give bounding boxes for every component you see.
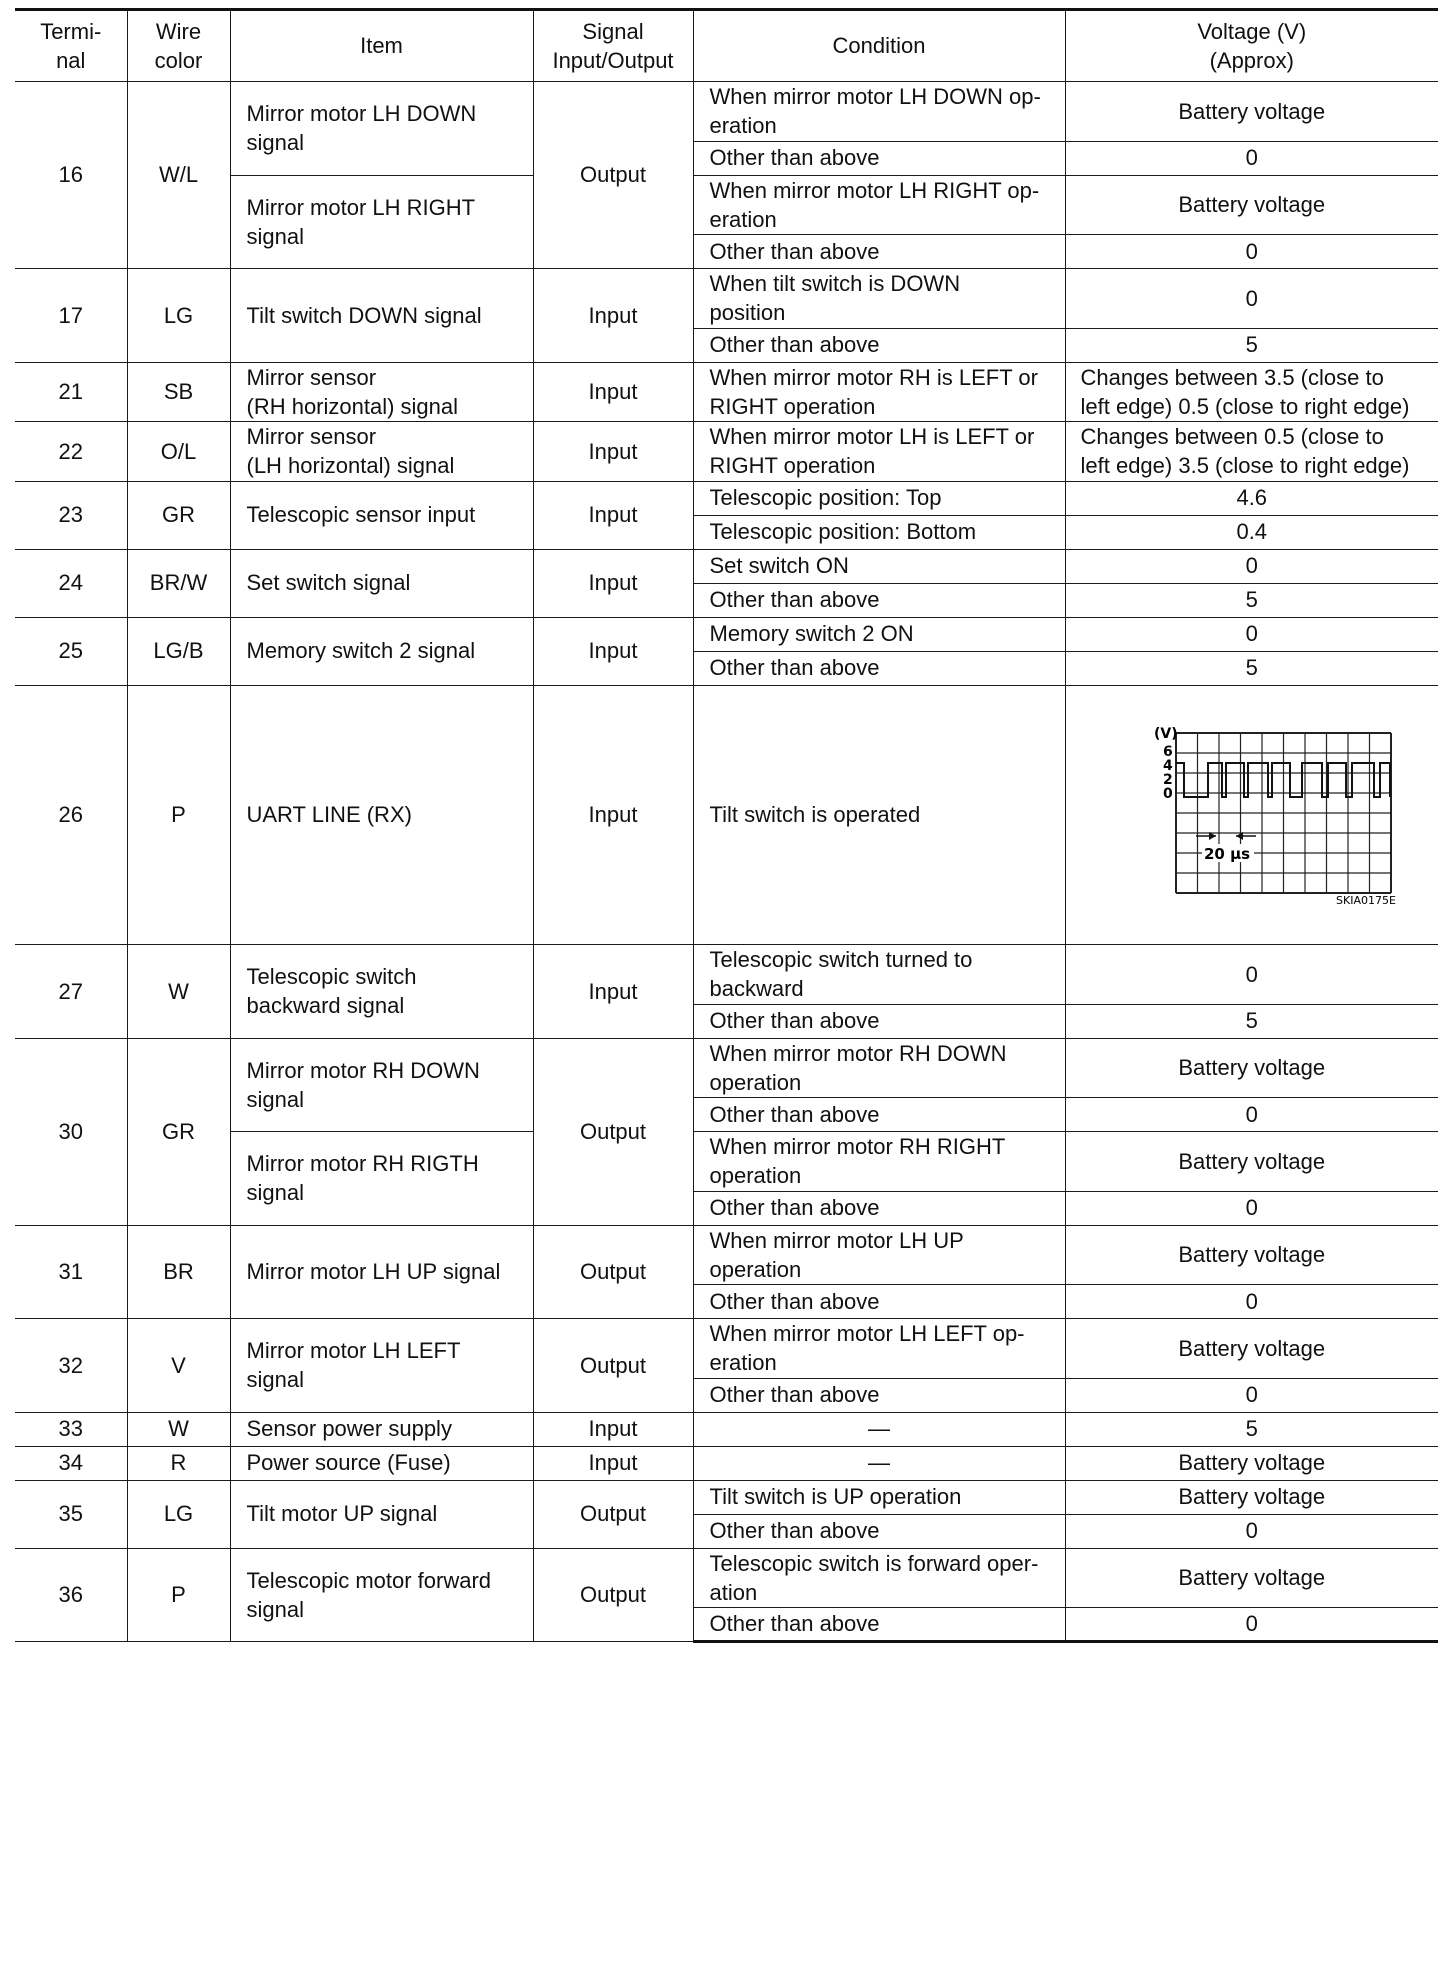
condition-cell: Other than above — [693, 1608, 1065, 1642]
item-cell: Telescopic sensor input — [230, 481, 533, 549]
signal-cell: Input — [533, 685, 693, 945]
table-row — [15, 1548, 1438, 1608]
item-cell: Mirror motor LH LEFT signal — [230, 1319, 533, 1413]
table-row — [15, 617, 1438, 651]
signal-cell: Input — [533, 1446, 693, 1480]
signal-cell: Output — [533, 1225, 693, 1319]
voltage-cell: 4.6 — [1065, 481, 1438, 515]
condition-cell: — — [693, 1446, 1065, 1480]
wire-color-cell: W — [127, 945, 230, 1039]
condition-cell: Other than above — [693, 1285, 1065, 1319]
item-cell: Tilt motor UP signal — [230, 1480, 533, 1548]
table-row — [15, 1446, 1438, 1480]
wire-color-cell: BR — [127, 1225, 230, 1319]
header-wire-color: Wire color — [127, 10, 230, 82]
signal-cell: Input — [533, 269, 693, 363]
voltage-cell: 0 — [1065, 945, 1438, 1005]
table-row — [15, 1038, 1438, 1098]
condition-cell: Tilt switch is UP operation — [693, 1480, 1065, 1514]
signal-cell: Input — [533, 362, 693, 422]
item-cell: Memory switch 2 signal — [230, 617, 533, 685]
waveform-grid — [1176, 733, 1391, 893]
condition-cell: Other than above — [693, 1378, 1065, 1412]
terminal-cell: 35 — [15, 1480, 127, 1548]
table-row — [15, 945, 1438, 1005]
table-row — [15, 1319, 1438, 1379]
table-row — [15, 82, 1438, 142]
signal-cell: Output — [533, 1480, 693, 1548]
wire-color-cell: BR/W — [127, 549, 230, 617]
condition-cell: When tilt switch is DOWN position — [693, 269, 1065, 329]
signal-cell: Input — [533, 481, 693, 549]
condition-cell: Telescopic position: Bottom — [693, 515, 1065, 549]
time-division-label: 20 µs — [1204, 844, 1251, 863]
terminal-cell: 17 — [15, 269, 127, 363]
voltage-cell: 5 — [1065, 1004, 1438, 1038]
condition-cell: Other than above — [693, 1514, 1065, 1548]
condition-cell: Other than above — [693, 1098, 1065, 1132]
voltage-cell: Battery voltage — [1065, 1319, 1438, 1379]
condition-cell: Tilt switch is operated — [693, 685, 1065, 945]
terminal-cell: 31 — [15, 1225, 127, 1319]
table-row — [15, 1412, 1438, 1446]
condition-cell: Other than above — [693, 235, 1065, 269]
table-row — [15, 362, 1438, 422]
voltage-cell: Battery voltage — [1065, 1038, 1438, 1098]
waveform-tick-4: 4 — [1163, 757, 1173, 774]
item-cell: Set switch signal — [230, 549, 533, 617]
condition-cell: Other than above — [693, 141, 1065, 175]
condition-cell: When mirror motor LH DOWN op- eration — [693, 82, 1065, 142]
terminal-cell: 24 — [15, 549, 127, 617]
terminal-cell: 23 — [15, 481, 127, 549]
waveform-tick-6: 6 — [1163, 743, 1173, 760]
header-item: Item — [230, 10, 533, 82]
wire-color-cell: GR — [127, 481, 230, 549]
header-signal: Signal Input/Output — [533, 10, 693, 82]
condition-cell: When mirror motor LH UP operation — [693, 1225, 1065, 1285]
voltage-cell: Battery voltage — [1065, 1446, 1438, 1480]
item-cell: Mirror motor LH DOWN signal — [230, 82, 533, 176]
item-cell: Sensor power supply — [230, 1412, 533, 1446]
item-cell: Mirror motor RH DOWN signal — [230, 1038, 533, 1132]
signal-cell: Output — [533, 1319, 693, 1413]
condition-cell: Other than above — [693, 1191, 1065, 1225]
wire-color-cell: LG — [127, 1480, 230, 1548]
voltage-cell: 0 — [1065, 1191, 1438, 1225]
voltage-cell: 0 — [1065, 617, 1438, 651]
condition-cell: When mirror motor RH is LEFT or RIGHT operation — [693, 362, 1065, 422]
terminal-table — [15, 8, 1438, 1643]
condition-cell: When mirror motor LH RIGHT op- eration — [693, 175, 1065, 235]
voltage-cell: 0.4 — [1065, 515, 1438, 549]
terminal-cell: 26 — [15, 685, 127, 945]
item-cell: Tilt switch DOWN signal — [230, 269, 533, 363]
condition-cell: Telescopic switch is forward oper- ation — [693, 1548, 1065, 1608]
condition-cell: Other than above — [693, 328, 1065, 362]
voltage-cell: 0 — [1065, 141, 1438, 175]
condition-cell: Telescopic position: Top — [693, 481, 1065, 515]
condition-cell: When mirror motor LH LEFT op- eration — [693, 1319, 1065, 1379]
voltage-cell: 5 — [1065, 1412, 1438, 1446]
signal-cell: Input — [533, 549, 693, 617]
wire-color-cell: W/L — [127, 82, 230, 269]
item-cell: Mirror motor LH RIGHT signal — [230, 175, 533, 269]
condition-cell: When mirror motor LH is LEFT or RIGHT operation — [693, 422, 1065, 482]
condition-cell: Other than above — [693, 651, 1065, 685]
condition-cell: Memory switch 2 ON — [693, 617, 1065, 651]
terminal-cell: 32 — [15, 1319, 127, 1413]
voltage-cell: 5 — [1065, 583, 1438, 617]
voltage-cell: Battery voltage — [1065, 82, 1438, 142]
header-row — [15, 10, 1438, 82]
signal-cell: Input — [533, 945, 693, 1039]
condition-cell: When mirror motor RH RIGHT operation — [693, 1132, 1065, 1192]
table-row — [15, 269, 1438, 329]
item-cell: Mirror motor RH RIGTH signal — [230, 1132, 533, 1226]
condition-cell: — — [693, 1412, 1065, 1446]
wire-color-cell: R — [127, 1446, 230, 1480]
header-terminal: Termi- nal — [15, 10, 127, 82]
condition-cell: Other than above — [693, 1004, 1065, 1038]
item-cell: Telescopic switch backward signal — [230, 945, 533, 1039]
uart-waveform-figure — [1138, 715, 1438, 915]
table-row — [15, 549, 1438, 583]
voltage-cell: 5 — [1065, 651, 1438, 685]
voltage-cell: 0 — [1065, 1608, 1438, 1642]
signal-cell: Input — [533, 1412, 693, 1446]
figure-code-label: SKIA0175E — [1336, 893, 1396, 907]
condition-cell: Set switch ON — [693, 549, 1065, 583]
condition-cell: Telescopic switch turned to backward — [693, 945, 1065, 1005]
table-row — [15, 1225, 1438, 1285]
signal-cell: Output — [533, 1038, 693, 1225]
wire-color-cell: O/L — [127, 422, 230, 482]
waveform-unit-label: (V) — [1154, 725, 1178, 742]
wire-color-cell: LG/B — [127, 617, 230, 685]
terminal-cell: 30 — [15, 1038, 127, 1225]
voltage-cell: 0 — [1065, 1098, 1438, 1132]
wire-color-cell: LG — [127, 269, 230, 363]
terminal-cell: 36 — [15, 1548, 127, 1642]
voltage-cell: Changes between 3.5 (close to left edge) 0.5 (close to right edge) — [1065, 362, 1438, 422]
voltage-cell: Changes between 0.5 (close to left edge) 3.5 (close to right edge) — [1065, 422, 1438, 482]
signal-cell: Input — [533, 617, 693, 685]
item-cell: Telescopic motor forward signal — [230, 1548, 533, 1642]
terminal-cell: 16 — [15, 82, 127, 269]
terminal-cell: 27 — [15, 945, 127, 1039]
condition-cell: When mirror motor RH DOWN operation — [693, 1038, 1065, 1098]
signal-cell: Input — [533, 422, 693, 482]
header-voltage: Voltage (V) (Approx) — [1065, 10, 1438, 82]
voltage-cell: Battery voltage — [1065, 1548, 1438, 1608]
wire-color-cell: P — [127, 1548, 230, 1642]
voltage-cell: 0 — [1065, 1378, 1438, 1412]
signal-cell: Output — [533, 82, 693, 269]
wire-color-cell: GR — [127, 1038, 230, 1225]
item-cell: Mirror sensor (LH horizontal) signal — [230, 422, 533, 482]
terminal-cell: 25 — [15, 617, 127, 685]
terminal-cell: 21 — [15, 362, 127, 422]
item-cell: Mirror motor LH UP signal — [230, 1225, 533, 1319]
wire-color-cell: V — [127, 1319, 230, 1413]
condition-cell: Other than above — [693, 583, 1065, 617]
item-cell: Mirror sensor (RH horizontal) signal — [230, 362, 533, 422]
waveform-tick-0: 0 — [1163, 785, 1173, 802]
voltage-cell: Battery voltage — [1065, 1480, 1438, 1514]
voltage-cell: Battery voltage — [1065, 1132, 1438, 1192]
table-row — [15, 481, 1438, 515]
signal-cell: Output — [533, 1548, 693, 1642]
table-row — [15, 1480, 1438, 1514]
wire-color-cell: SB — [127, 362, 230, 422]
voltage-cell: Battery voltage — [1065, 175, 1438, 235]
voltage-cell: 0 — [1065, 549, 1438, 583]
voltage-cell: 0 — [1065, 1514, 1438, 1548]
waveform-tick-2: 2 — [1163, 771, 1173, 788]
voltage-cell: 0 — [1065, 1285, 1438, 1319]
header-condition: Condition — [693, 10, 1065, 82]
voltage-cell: Battery voltage — [1065, 1225, 1438, 1285]
wire-color-cell: W — [127, 1412, 230, 1446]
table-row — [15, 685, 1438, 945]
wire-color-cell: P — [127, 685, 230, 945]
item-cell: UART LINE (RX) — [230, 685, 533, 945]
terminal-cell: 33 — [15, 1412, 127, 1446]
waveform-cell — [1065, 685, 1438, 945]
voltage-cell: 0 — [1065, 269, 1438, 329]
item-cell: Power source (Fuse) — [230, 1446, 533, 1480]
voltage-cell: 0 — [1065, 235, 1438, 269]
voltage-cell: 5 — [1065, 328, 1438, 362]
table-row — [15, 422, 1438, 482]
terminal-cell: 34 — [15, 1446, 127, 1480]
terminal-cell: 22 — [15, 422, 127, 482]
